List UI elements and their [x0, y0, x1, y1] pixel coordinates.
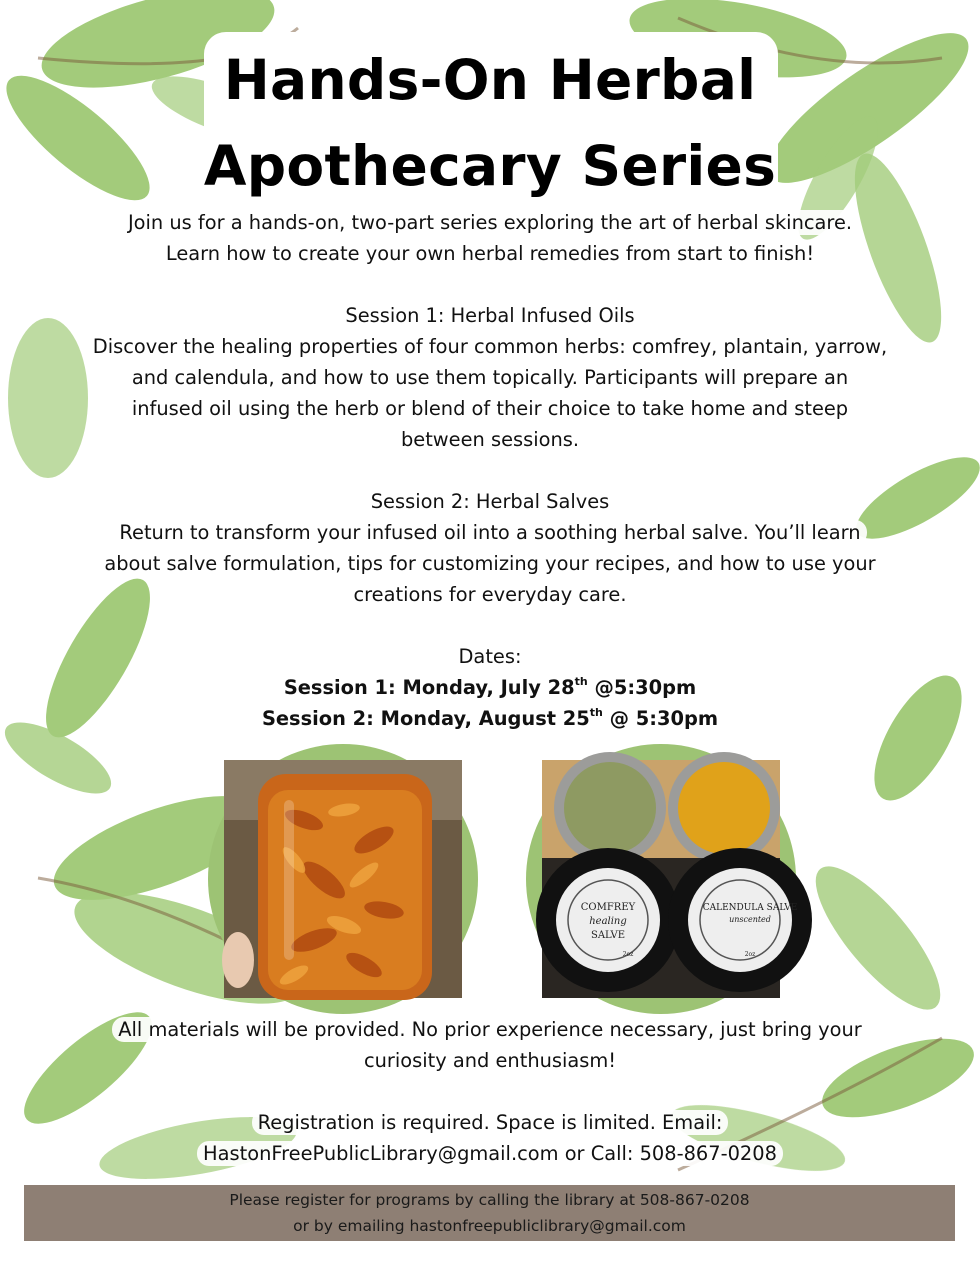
footer-line-2: or by emailing hastonfreepubliclibrary@gmail.com — [293, 1217, 686, 1235]
session1-heading: Session 1: Herbal Infused Oils — [38, 300, 942, 331]
session2-line-1: Return to transform your infused oil into a soothing herbal salve. You’ll learn — [38, 517, 942, 548]
session2-line-2: about salve formulation, tips for customizing your recipes, and how to use your — [38, 548, 942, 579]
infused-oil-image — [224, 760, 462, 998]
session1-line-3: infused oil using the herb or blend of their choice to take home and steep — [38, 393, 942, 424]
session1-line-1: Discover the healing properties of four common herbs: comfrey, plantain, yarrow, — [38, 331, 942, 362]
salve-tins-image — [542, 760, 798, 998]
footer-line-1: Please register for programs by calling the library at 508-867-0208 — [229, 1191, 750, 1209]
salve-right-label-1: CALENDULA SALVE — [702, 903, 798, 913]
salve-left-label-1: COMFREY — [580, 902, 636, 913]
salve-right-label-2: unscented — [729, 915, 771, 924]
registration-line-2: HastonFreePublicLibrary@gmail.com or Call: 508-867-0208 — [38, 1138, 942, 1169]
salve-tins-photo — [526, 744, 796, 1014]
materials-line-1: All materials will be provided. No prior experience necessary, just bring your — [38, 1014, 942, 1045]
footer-bar — [24, 1185, 955, 1241]
dates-label: Dates: — [38, 641, 942, 672]
session2-date: Session 2: Monday, August 25th @ 5:30pm — [38, 703, 942, 734]
poster — [38, 18, 942, 1170]
infused-oil-photo — [208, 744, 478, 1014]
session1-line-4: between sessions. — [38, 424, 942, 455]
session2-line-3: creations for everyday care. — [38, 579, 942, 610]
registration-line-1: Registration is required. Space is limited. Email: — [38, 1107, 942, 1138]
content — [38, 18, 942, 1170]
salve-left-label-4: 2oz — [622, 951, 634, 958]
session2-heading: Session 2: Herbal Salves — [38, 486, 942, 517]
page-title-line-2: Apothecary Series — [203, 134, 777, 198]
salve-left-label-2: healing — [589, 916, 627, 927]
salve-right-label-3: 2oz — [744, 951, 756, 958]
intro-line-2: Learn how to create your own herbal remedies from start to finish! — [38, 238, 942, 269]
intro-line-1: Join us for a hands-on, two-part series exploring the art of herbal skincare. — [38, 207, 942, 238]
session1-line-2: and calendula, and how to use them topically. Participants will prepare an — [38, 362, 942, 393]
salve-left-label-3: SALVE — [590, 930, 626, 941]
page-title-line-1: Hands-On Herbal — [223, 48, 757, 112]
session1-date: Session 1: Monday, July 28th @5:30pm — [38, 672, 942, 703]
materials-line-2: curiosity and enthusiasm! — [38, 1045, 942, 1076]
